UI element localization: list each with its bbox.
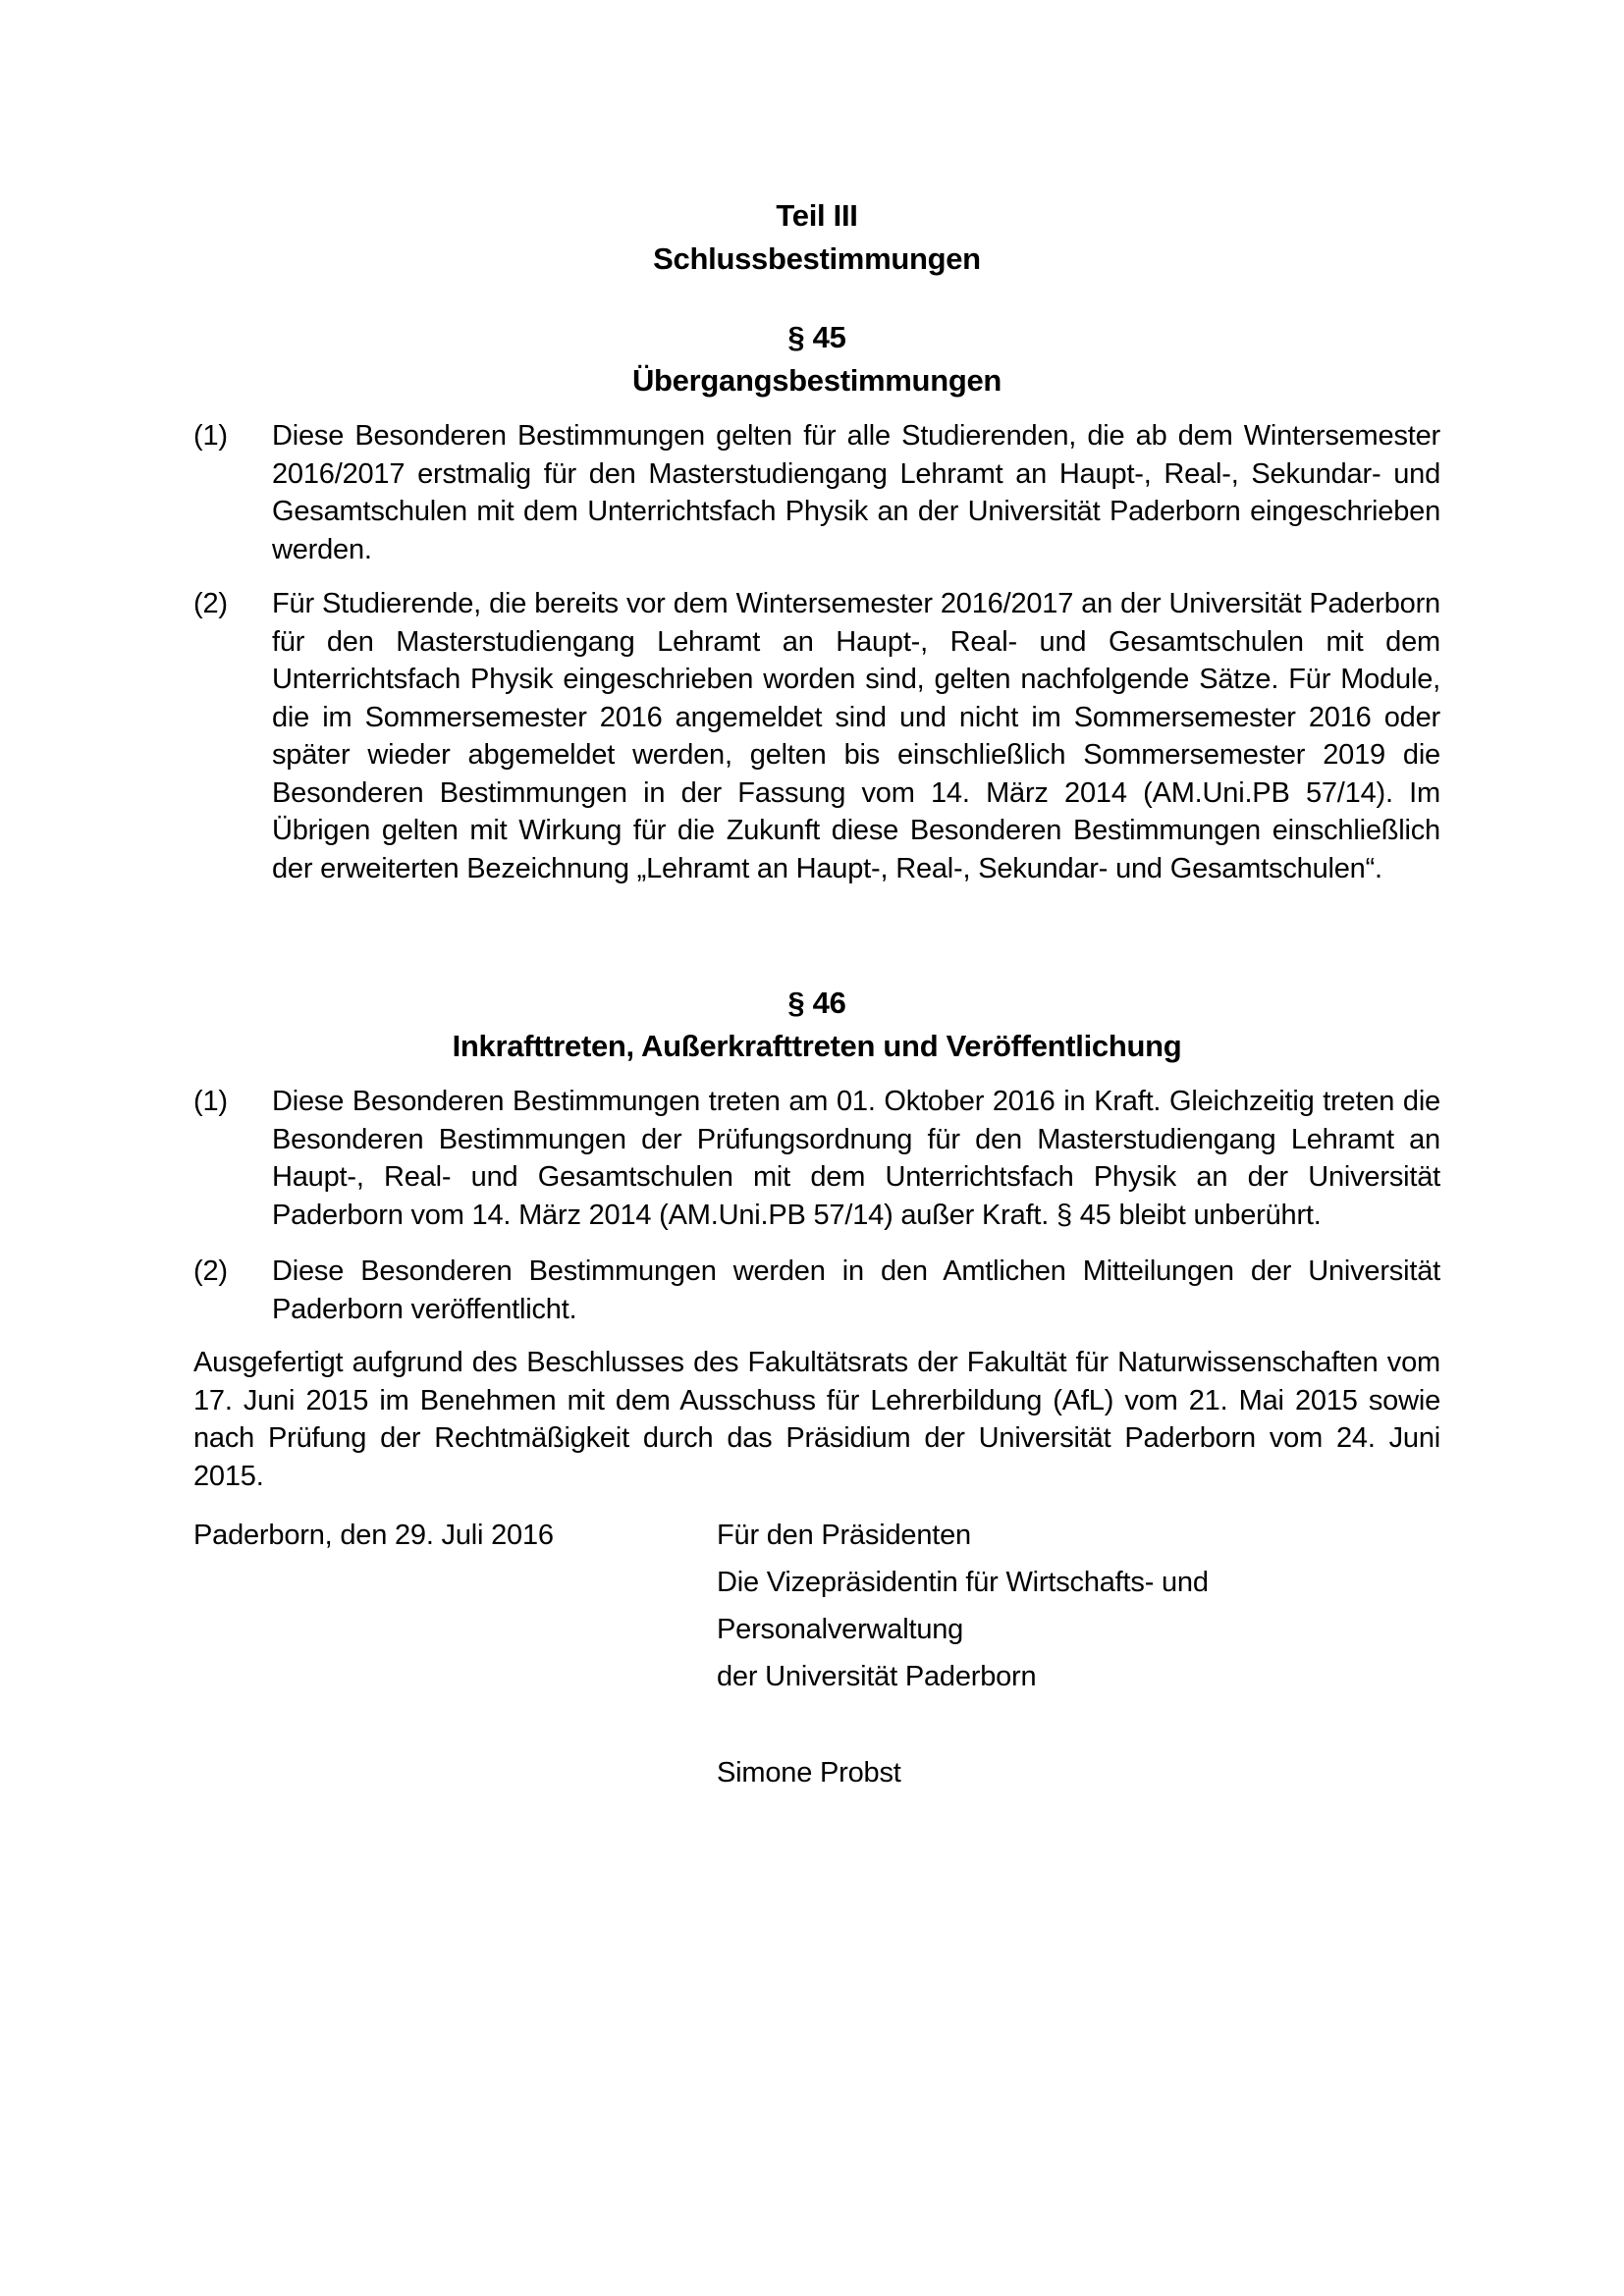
paragraph-text: Diese Besonderen Bestimmungen gelten für alle Studierenden, die ab dem Wintersemester 2016/2017 erstmalig für den Masterstudiengang Lehramt an Haupt-, Real-, Sekundar- und Gesamtschulen mit dem Unterrichtsfach Physik an der Universität Paderborn eingeschrieben werden. xyxy=(272,420,1440,565)
signature-line-1: Für den Präsidenten xyxy=(717,1520,971,1551)
section-46-title: Inkrafttreten, Außerkrafttreten und Veröffentlichung xyxy=(452,1029,1182,1063)
signature-block xyxy=(717,1512,1443,1700)
paragraph-text: Diese Besonderen Bestimmungen treten am 01. Oktober 2016 in Kraft. Gleichzeitig treten die Besonderen Bestimmungen der Prüfungsordnung für den Masterstudiengang Lehramt an Haupt-, Real- und Gesamtschulen mit dem Unterrichtsfach Physik an der Universität Paderborn vom 14. März 2014 (AM.Uni.PB 57/14) außer Kraft. § 45 bleibt unberührt. xyxy=(272,1086,1440,1231)
section-46-paragraph-2 xyxy=(193,1253,1440,1328)
closing-statement: Ausgefertigt aufgrund des Beschlusses des Fakultätsrats der Fakultät für Naturwissenschaften vom 17. Juni 2015 im Benehmen mit dem Ausschuss für Lehrerbildung (AfL) vom 21. Mai 2015 sowie nach Prüfung der Rechtmäßigkeit durch das Präsidium der Universität Paderborn vom 24. Juni 2015. xyxy=(193,1347,1440,1492)
section-46-heading xyxy=(193,982,1440,1068)
section-45-title: Übergangsbestimmungen xyxy=(631,363,1002,398)
signature-line-3: der Universität Paderborn xyxy=(717,1661,1037,1692)
paragraph-text: Für Studierende, die bereits vor dem Wintersemester 2016/2017 an der Universität Paderborn für den Masterstudiengang Lehramt an Haupt-, Real- und Gesamtschulen mit dem Unterrichtsfach Physik eingeschrieben worden sind, gelten nachfolgende Sätze. Für Module, die im Sommersemester 2016 angemeldet sind und nicht im Sommersemester 2016 oder später wieder abgemeldet werden, gelten bis einschließlich Sommersemester 2019 die Besonderen Bestimmungen in der Fassung vom 14. März 2014 (AM.Uni.PB 57/14). Im Übrigen gelten mit Wirkung für die Zukunft diese Besonderen Bestimmungen einschließlich der erweiterten Bezeichnung „Lehramt an Haupt-, Real-, Sekundar- und Gesamtschulen“. xyxy=(272,588,1440,884)
part-subtitle: Schlussbestimmungen xyxy=(653,241,981,276)
section-46-number: § 46 xyxy=(787,986,846,1020)
paragraph-number: (1) xyxy=(193,420,228,452)
section-45-heading xyxy=(193,316,1440,402)
signatory-name: Simone Probst xyxy=(717,1757,901,1789)
paragraph-text: Diese Besonderen Bestimmungen werden in den Amtlichen Mitteilungen der Universität Paderborn veröffentlicht. xyxy=(272,1255,1440,1325)
section-45-paragraph-2 xyxy=(193,585,1440,887)
place-date: Paderborn, den 29. Juli 2016 xyxy=(193,1520,554,1551)
part-title: Teil III xyxy=(776,198,858,233)
paragraph-number: (2) xyxy=(193,1255,228,1287)
section-46-paragraph-1 xyxy=(193,1083,1440,1234)
part-heading xyxy=(193,194,1440,281)
signature-line-2: Die Vizepräsidentin für Wirtschafts- und Personalverwaltung xyxy=(717,1567,1209,1645)
paragraph-number: (1) xyxy=(193,1086,228,1117)
section-45-paragraph-1 xyxy=(193,417,1440,568)
paragraph-number: (2) xyxy=(193,588,228,619)
section-45-number: § 45 xyxy=(787,320,846,354)
